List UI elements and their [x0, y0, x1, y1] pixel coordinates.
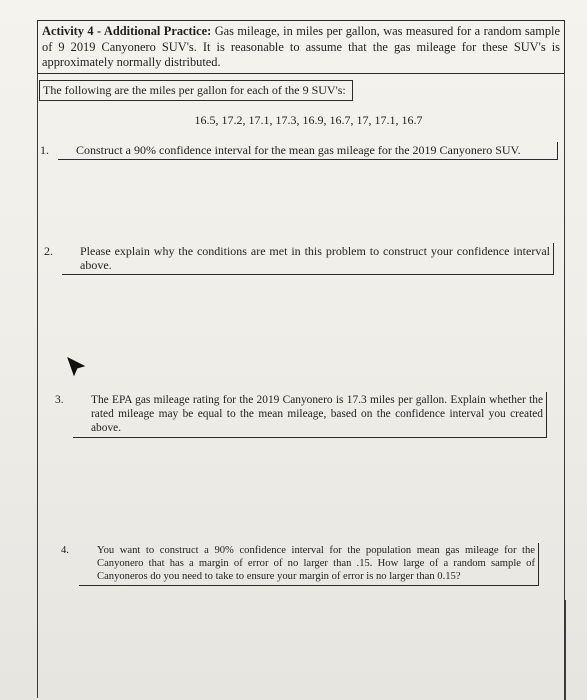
question-2-text: Please explain why the conditions are met in this problem to construct your confidence interval above.: [80, 244, 550, 272]
question-4: [61, 543, 539, 586]
question-2-number: 2.: [44, 244, 53, 258]
question-1: [40, 142, 558, 160]
question-3: [55, 392, 547, 438]
question-1-text: Construct a 90% confidence interval for the mean gas mileage for the 2019 Canyonero SUV.: [76, 143, 521, 157]
question-3-number: 3.: [55, 394, 64, 406]
mileage-values: 16.5, 17.2, 17.1, 17.3, 16.9, 16.7, 17, 17.1, 16.7: [194, 113, 423, 127]
question-2: [44, 243, 554, 275]
question-4-text: You want to construct a 90% confidence interval for the population mean gas mileage for the Canyonero that has a margin of error of no larger than .15. How large of a random sample of Canyoneros do you need to take to ensure your margin of error is no larger than 0.15?: [97, 545, 535, 582]
activity-title: Activity 4 - Additional Practice:: [42, 24, 212, 38]
question-4-number: 4.: [61, 545, 69, 556]
question-1-number: 1.: [40, 143, 49, 157]
intro-text: The following are the miles per gallon for each of the 9 SUV's:: [39, 80, 353, 101]
activity-description: Gas mileage, in miles per gallon, was measured for a random sample of 9 2019 Canyonero SUV's. It is reasonable to assume that the gas mileage for these SUV's is approximately normally distributed.: [42, 24, 560, 69]
page-edge-line: [564, 600, 566, 700]
question-3-text: The EPA gas mileage rating for the 2019 Canyonero is 17.3 miles per gallon. Explain whether the rated mileage may be equal to the mean mileage, based on the confidence interval you created above.: [91, 394, 543, 434]
activity-header: [37, 20, 565, 74]
mouse-pointer-icon: [64, 355, 88, 379]
